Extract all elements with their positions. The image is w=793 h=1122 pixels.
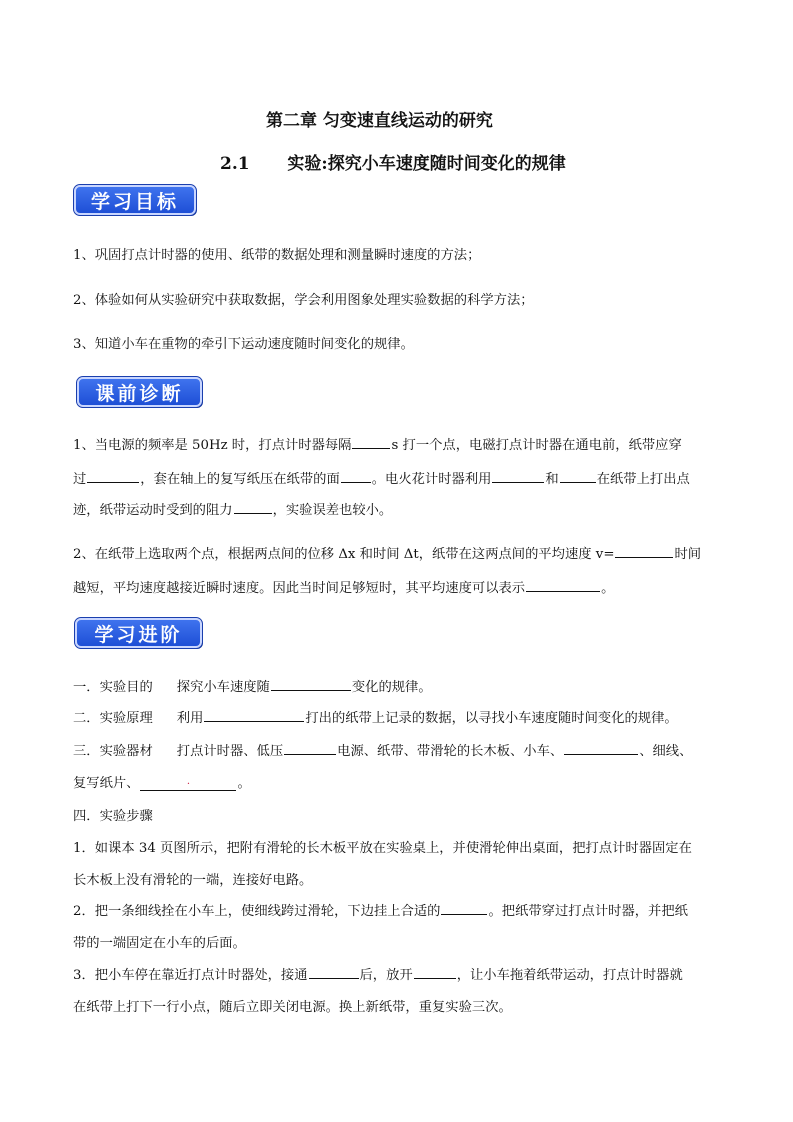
diagnosis-q1-line1 <box>73 434 682 453</box>
fill-blank[interactable] <box>560 468 596 483</box>
text: 1、当电源的频率是 50Hz 时，打点计时器每隔 <box>73 438 352 453</box>
steps-label: 四．实验步骤 <box>73 809 153 824</box>
text: 复写纸片、 <box>73 776 140 791</box>
goal-item-1: 1、巩固打点计时器的使用、纸带的数据处理和测量瞬时速度的方法； <box>73 248 481 263</box>
principle-label: 二．实验原理 <box>73 711 153 726</box>
goal-item-3: 3、知道小车在重物的牵引下运动速度随时间变化的规律。 <box>73 337 414 352</box>
step3-line1 <box>73 964 683 983</box>
goal-item-2: 2、体验如何从实验研究中获取数据，学会利用图象处理实验数据的科学方法； <box>73 293 534 308</box>
fill-blank[interactable] <box>564 740 638 755</box>
fill-blank[interactable] <box>234 499 272 514</box>
text: ，套在轴上的复写纸压在纸带的面 <box>140 472 340 487</box>
step1-line2: 长木板上没有滑轮的一端，连接好电路。 <box>73 873 313 888</box>
fill-blank[interactable] <box>492 468 544 483</box>
text: 。电火花计时器利用 <box>371 472 492 487</box>
text: 变化的规律。 <box>351 680 432 695</box>
fill-blank[interactable] <box>526 577 600 592</box>
fill-blank[interactable] <box>441 900 487 915</box>
diagnosis-q1-line3 <box>73 499 392 518</box>
step3-line2: 在纸带上打下一行小点，随后立即关闭电源。换上新纸带，重复实验三次。 <box>73 1000 512 1015</box>
text: ，实验误差也较小。 <box>272 503 393 518</box>
text: 时间 <box>674 547 702 562</box>
badge-learning-advance: 学习进阶 <box>75 618 202 648</box>
text: 电源、纸带、带滑轮的长木板、小车、 <box>337 744 564 759</box>
fill-blank[interactable] <box>615 543 673 558</box>
step1-line1: 1．如课本 34 页图所示，把附有滑轮的长木板平放在实验桌上，并使滑轮伸出桌面，把打点计时器固定在 <box>73 841 692 856</box>
dot-mark: · <box>186 779 191 790</box>
diagnosis-q2-line2 <box>73 577 614 596</box>
diagnosis-q1-line2 <box>73 468 690 487</box>
section-title: 实验:探究小车速度随时间变化的规律 <box>287 154 566 174</box>
badge-pre-class-diagnosis: 课前诊断 <box>77 377 202 407</box>
chapter-title: 第二章 匀变速直线运动的研究 <box>266 111 493 131</box>
text: 和 <box>545 472 559 487</box>
text: 。 <box>601 581 615 596</box>
step2-line2: 带的一端固定在小车的后面。 <box>73 936 246 951</box>
equipment-row-2 <box>73 772 251 791</box>
fill-blank[interactable] <box>140 776 236 791</box>
text: 打出的纸带上记录的数据，以寻找小车速度随时间变化的规律。 <box>305 711 678 726</box>
fill-blank[interactable] <box>87 468 139 483</box>
text: 。把纸带穿过打点计时器，并把纸 <box>488 904 688 919</box>
fill-blank[interactable] <box>204 707 304 722</box>
text: 越短，平均速度越接近瞬时速度。因此当时间足够短时，其平均速度可以表示 <box>73 581 526 596</box>
equipment-row <box>73 740 692 759</box>
text: 2．把一条细线拴在小车上，使细线跨过滑轮，下边挂上合适的 <box>73 904 441 919</box>
text: 后，放开 <box>359 968 413 983</box>
text: 迹，纸带运动时受到的阻力 <box>73 503 233 518</box>
text: s 打一个点，电磁打点计时器在通电前，纸带应穿 <box>391 438 682 453</box>
fill-blank[interactable] <box>414 964 456 979</box>
text: ，让小车拖着纸带运动，打点计时器就 <box>456 968 683 983</box>
text: 过 <box>73 472 87 487</box>
text: 2、在纸带上选取两个点，根据两点间的位移 Δx 和时间 Δt，纸带在这两点间的平均速度 v= <box>73 547 615 562</box>
purpose-row <box>73 676 432 695</box>
fill-blank[interactable] <box>341 468 371 483</box>
fill-blank[interactable] <box>352 434 390 449</box>
fill-blank[interactable] <box>284 740 336 755</box>
text: 打点计时器、低压 <box>176 744 284 759</box>
principle-row <box>73 707 678 726</box>
fill-blank[interactable] <box>309 964 359 979</box>
text: 在纸带上打出点 <box>596 472 690 487</box>
section-number: 2.1 <box>220 154 250 174</box>
text: 。 <box>237 776 251 791</box>
equipment-label: 三．实验器材 <box>73 744 153 759</box>
fill-blank[interactable] <box>271 676 351 691</box>
text: 利用 <box>176 711 204 726</box>
diagnosis-q2-line1 <box>73 543 701 562</box>
text: 、细线、 <box>639 744 693 759</box>
purpose-label: 一．实验目的 <box>73 680 153 695</box>
badge-learning-goals: 学习目标 <box>74 185 196 215</box>
text: 3．把小车停在靠近打点计时器处，接通 <box>73 968 308 983</box>
step2-line1 <box>73 900 688 919</box>
section-heading <box>220 149 566 174</box>
text: 探究小车速度随 <box>176 680 270 695</box>
